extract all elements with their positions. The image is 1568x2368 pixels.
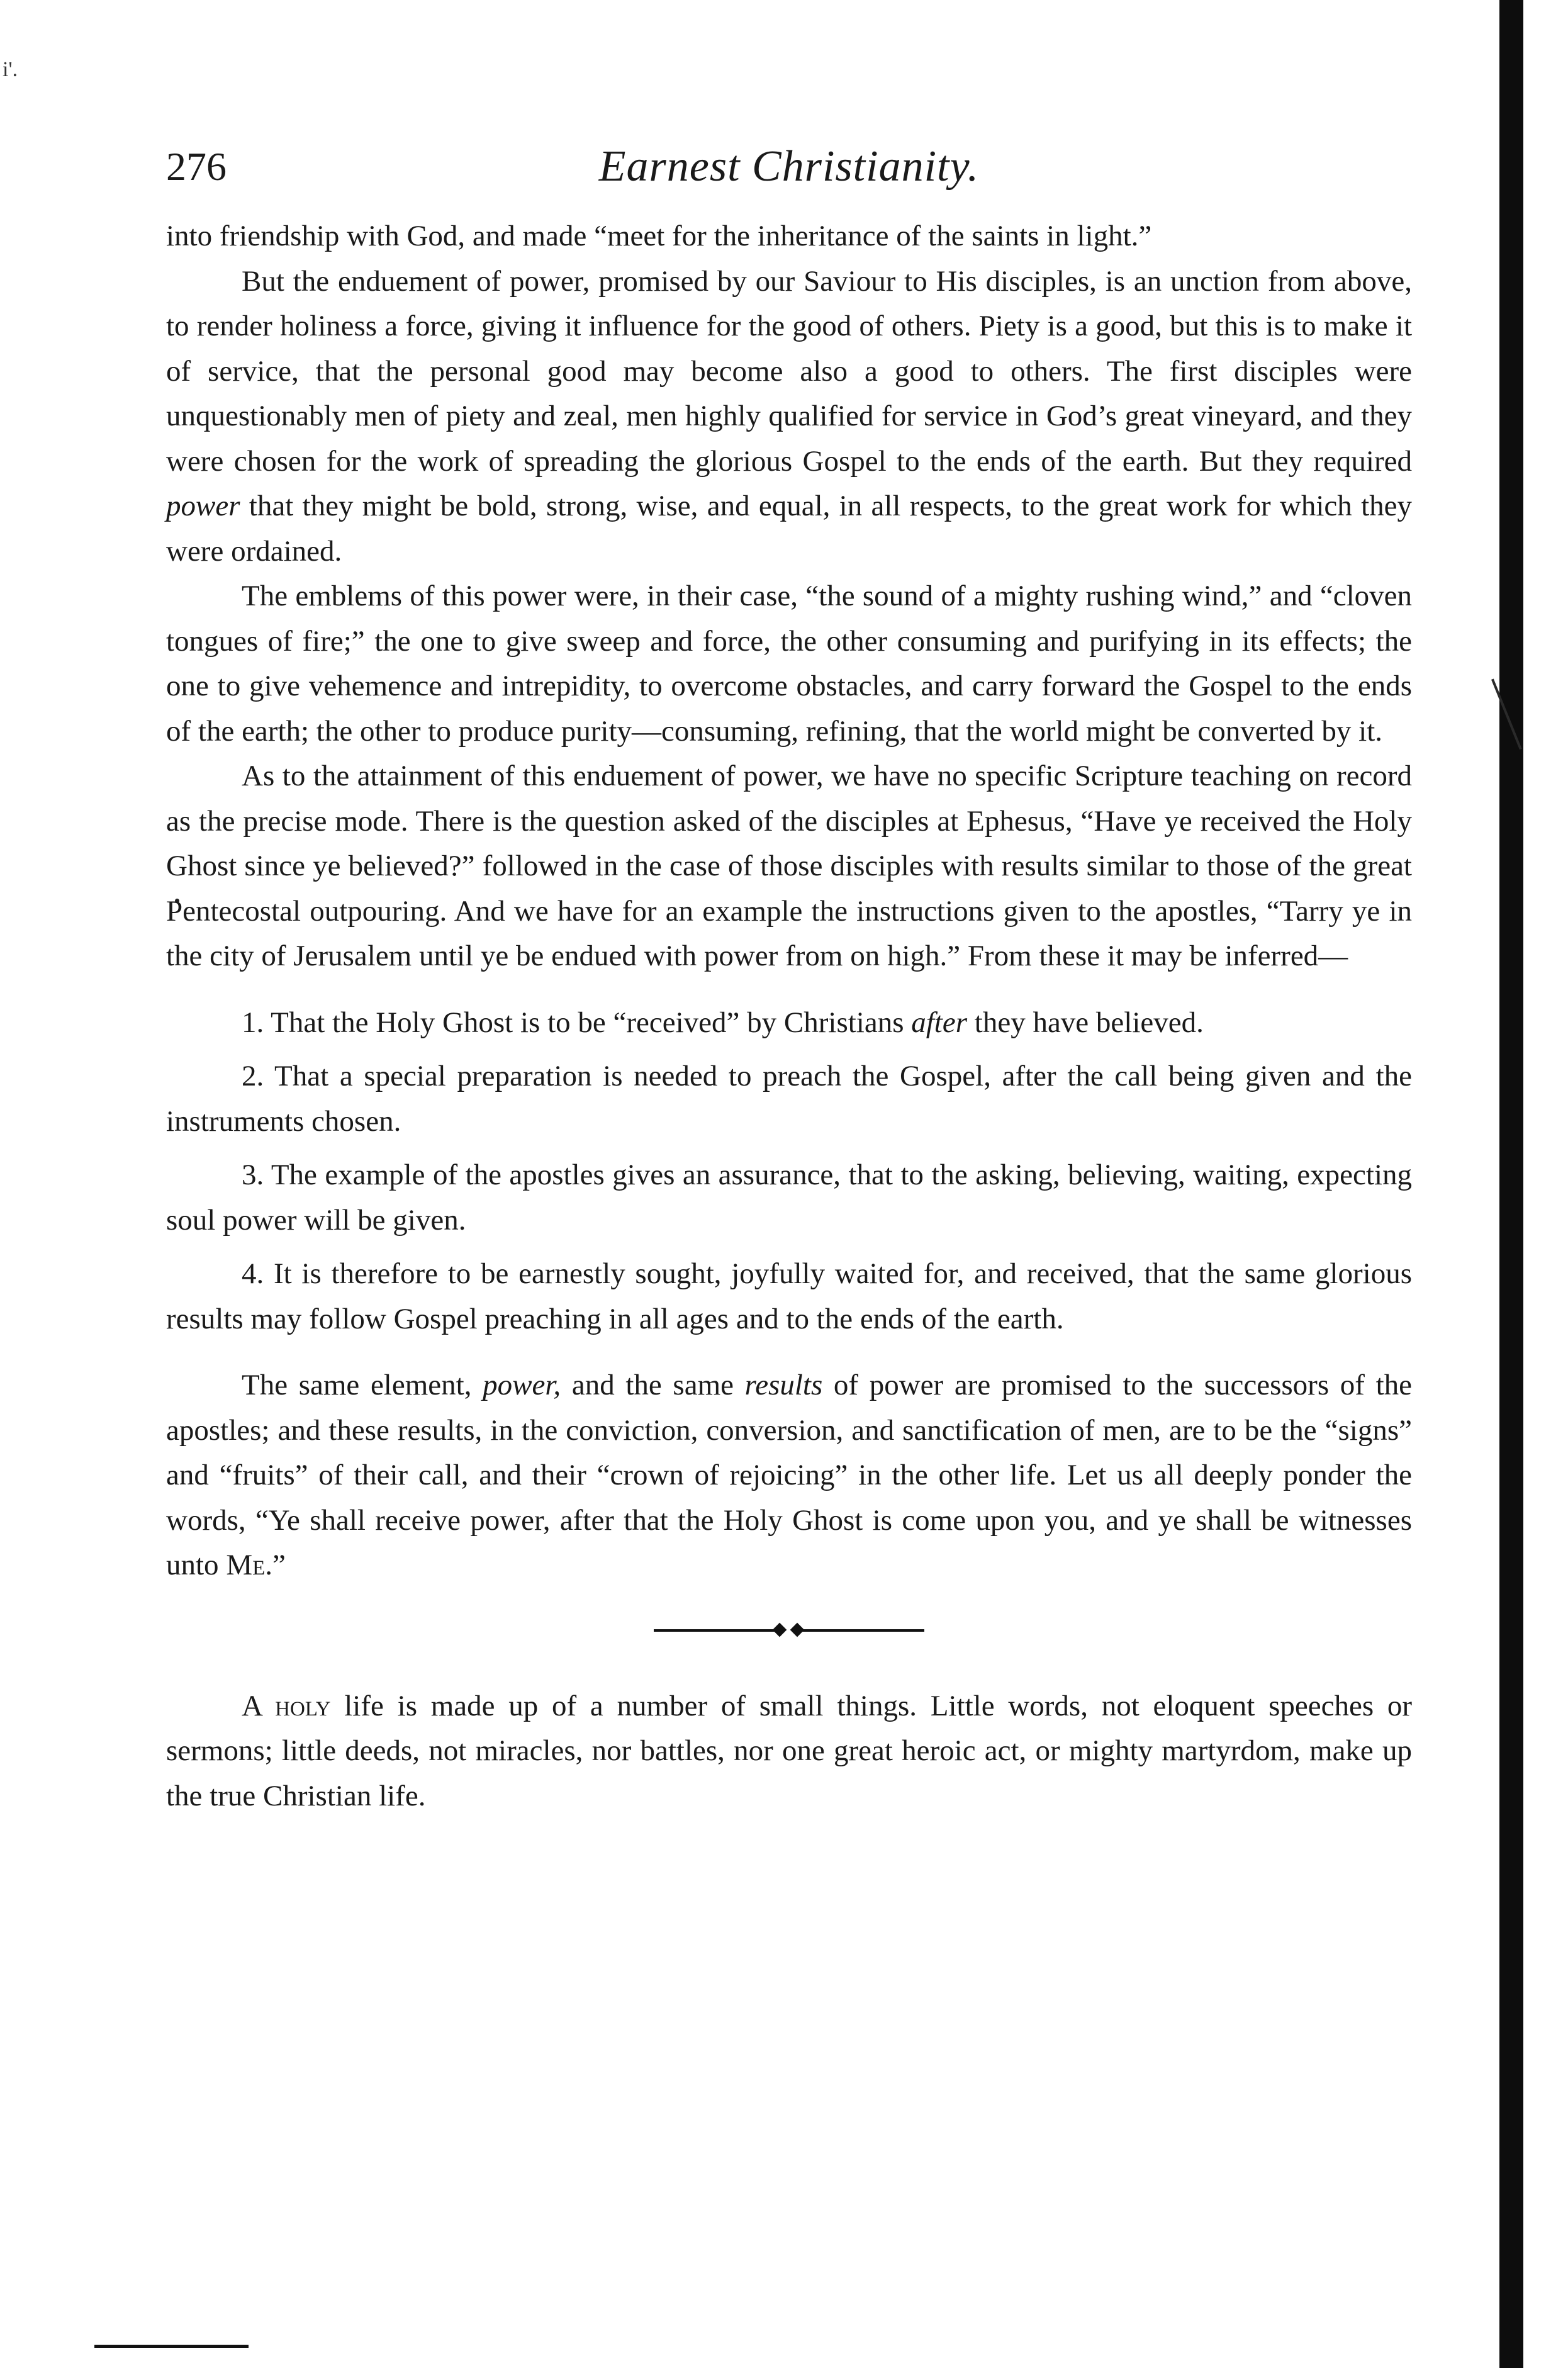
page-body — [166, 214, 1412, 1819]
scan-edge-bar — [1499, 0, 1523, 2368]
emphasis-results: results — [744, 1369, 823, 1401]
bottom-rule — [94, 2345, 249, 2348]
smallcaps-me: Me — [226, 1549, 266, 1581]
margin-mark: i'. — [3, 58, 18, 81]
smallcaps-holy: holy — [275, 1689, 331, 1722]
divider-line-right — [802, 1629, 924, 1632]
list-item-1: 1. That the Holy Ghost is to be “received” by Christians after they have believed. — [242, 1006, 1204, 1039]
paragraph-attainment: As to the attainment of this enduement of power, we have no specific Scripture teaching on record as the precise mode. There is the question asked of the disciples at Ephesus, “Have ye received the Holy Ghost since ye believed?” followed in the case of those disciples with results similar to those of the great Pentecostal outpouring. And we have for an example the instructions given to the apostles, “Tarry ye in the city of Jerusalem until ye be endued with power from on high.” From these it may be inferred— — [166, 760, 1412, 972]
divider-diamond-icon — [773, 1622, 787, 1637]
running-title: Earnest Christianity. — [598, 142, 980, 191]
paragraph-closing: The same element, power, and the same results of power are promised to the successors of the apostles; and these results, in the conviction, conversion, and sanctification of men, are to be the “signs” and “fruits” of their call, and their “crown of rejoicing” in the other life. Let us all deeply ponder the words, “Ye shall receive power, after that the Holy Ghost is come upon you, and ye shall be witnesses unto Me.” — [166, 1369, 1413, 1581]
list-item-4: 4. It is therefore to be earnestly sought, joyfully waited for, and received, that the same glorious results may follow Gospel preaching in all ages and to the ends of the earth. — [166, 1257, 1412, 1335]
list-item-3: 3. The example of the apostles gives an assurance, that to the asking, believing, waiting, expecting soul power will be given. — [166, 1159, 1412, 1237]
page-number: 276 — [166, 144, 227, 189]
page-header — [166, 138, 1412, 195]
paragraph-continuation: into friendship with God, and made “meet for the inheritance of the saints in light.” — [166, 220, 1152, 252]
section-divider-ornament — [654, 1621, 924, 1640]
divider-line-left — [654, 1629, 776, 1632]
emphasis-power: power — [166, 490, 240, 522]
paragraph-enduement: But the enduement of power, promised by our Saviour to His disciples, is an unction from above, to render holiness a force, giving it influence for the good of others. Piety is a good, but this is to make it of service, that the personal good may become also a good to others. The first disciples were unquestionably men of piety and zeal, men highly qualified for service in God’s great vineyard, and they were chosen for the work of spreading the glorious Gospel to the ends of the earth. But they required power that they might be bold, strong, wise, and equal, in all respects, to the great work for which they were ordained. — [166, 264, 1413, 568]
list-item-2: 2. That a special preparation is needed to preach the Gospel, after the call being given and the instruments chosen. — [166, 1060, 1412, 1138]
paragraph-emblems: The emblems of this power were, in their case, “the sound of a mighty rushing wind,” and “cloven tongues of fire;” the one to give sweep and force, the other consuming and purifying in its effects; the one to give vehemence and intrepidity, to overcome obstacles, and carry forward the Gospel to the ends of the earth; the other to produce purity—consuming, refining, that the world might be converted by it. — [166, 580, 1412, 748]
emphasis-power-2: power, — [483, 1369, 561, 1401]
paragraph-holy-life: A holy life is made up of a number of small things. Little words, not eloquent speeches or sermons; little deeds, not miracles, nor battles, nor one great heroic act, or mighty martyrdom, make up the true Christian life. — [166, 1689, 1413, 1812]
emphasis-after: after — [911, 1006, 968, 1039]
